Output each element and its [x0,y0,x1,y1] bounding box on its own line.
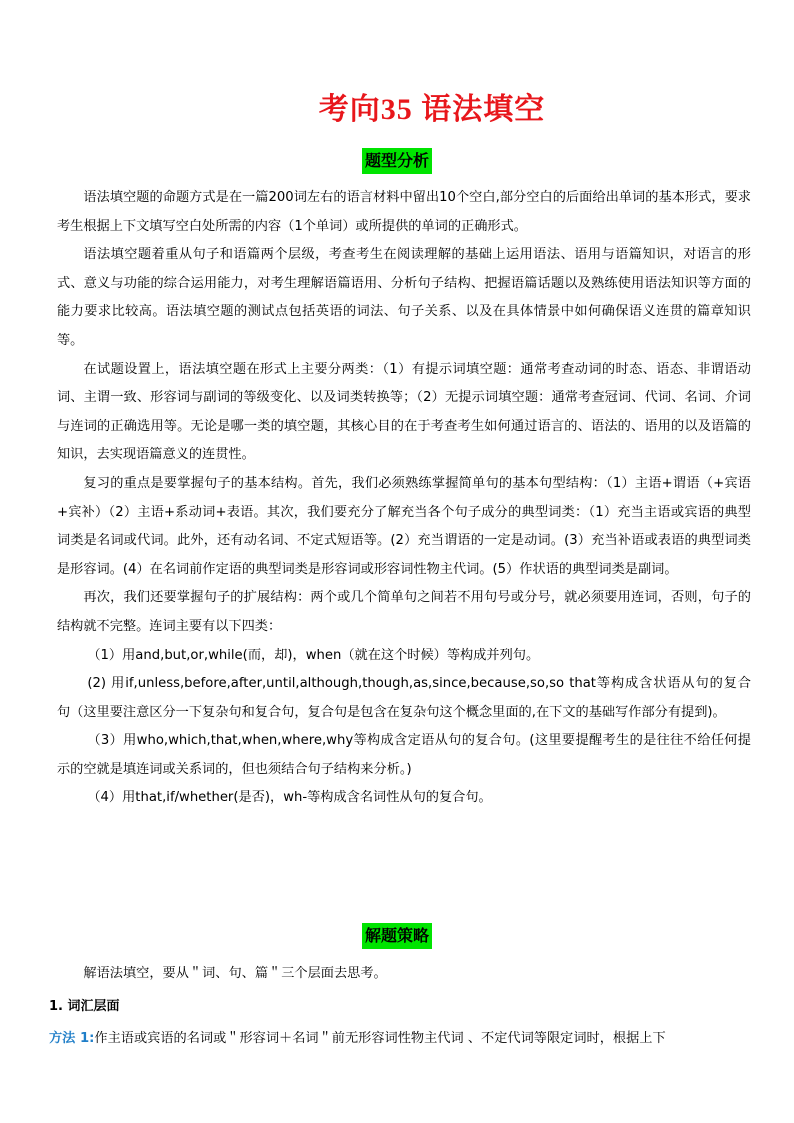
list-item-2: (2) 用if,unless,before,after,until,although,though,as,since,because,so,so that等构成含状语从句的复合句（这里要注意区分一下复杂句和复合句，复合句是包含在复杂句这个概念里面的,在下文的基础写作部分有提到)。 [57,676,751,720]
paragraph-3: 在试题设置上，语法填空题在形式上主要分两类：（1）有提示词填空题：通常考查动词的时态、语态、非谓语动词、主谓一致、形容词与副词的等级变化、以及词类转换等；（2）无提示词填空题：通常考查冠词、代词、名词、介词与连词的正确选用等。无论是哪一类的填空题，其核心目的在于考查考生如何通过语言的、语法的、语用的以及语篇的知识，去实现语篇意义的连贯性。 [57,361,751,463]
list-item-3: （3）用who,which,that,when,where,why等构成含定语从句的复合句。(这里要提醒考生的是往往不给任何提示的空就是填连词或关系词的，但也须结合句子结构来分析。) [57,733,751,777]
method-1-label: 方法 1: [49,1031,95,1046]
list-item-4: （4）用that,if/whether(是否)，wh-等构成含名词性从句的复合句。 [87,790,492,806]
section-badge-strategy: 解题策略 [362,923,432,949]
analysis-body [57,184,751,813]
list-item-1: （1）用and,but,or,while(而，却)，when（就在这个时候）等构成并列句。 [87,647,540,663]
paragraph-5: 再次，我们还要掌握句子的扩展结构：两个或几个简单句之间若不用句号或分号，就必须要用连词，否则，句子的结构就不完整。连词主要有以下四类： [57,590,751,634]
section-badge-wrap-strategy [0,923,794,949]
page-title: 考向35 语法填空 [318,93,546,126]
paragraph-1: 语法填空题的命题方式是在一篇200词左右的语言材料中留出10个空白,部分空白的后面给出单词的基本形式，要求考生根据上下文填写空白处所需的内容（1个单词）或所提供的单词的正确形式。 [57,190,751,234]
strategy-intro: 解语法填空，要从＂词、句、篇＂三个层面去思考。 [83,966,387,981]
section-badge-wrap-analysis [0,148,794,174]
section-badge-analysis: 题型分析 [362,148,432,174]
paragraph-2: 语法填空题着重从句子和语篇两个层级，考查考生在阅读理解的基础上运用语法、语用与语篇知识，对语言的形式、意义与功能的综合运用能力，对考生理解语篇语用、分析句子结构、把握语篇话题以及熟练使用语法知识等方面的能力要求比较高。语法填空题的测试点包括英语的词法、句子关系、以及在具体情景中如何确保语义连贯的篇章知识等。 [57,247,751,348]
method-1 [49,1027,759,1046]
paragraph-4: 复习的重点是要掌握句子的基本结构。首先，我们必须熟练掌握简单句的基本句型结构：（1）主语+谓语（+宾语+宾补）（2）主语+系动词+表语。其次，我们要充分了解充当各个句子成分的典型词类：（1）充当主语或宾语的典型词类是名词或代词。此外，还有动名词、不定式短语等。(2）充当谓语的一定是动词。(3）充当补语或表语的典型词类是形容词。(4）在名词前作定语的典型词类是形容词或形容词性物主代词。(5）作状语的典型词类是副词。 [57,475,751,577]
vocabulary-heading: 1. 词汇层面 [49,999,120,1014]
method-1-text: 作主语或宾语的名词或＂形容词＋名词＂前无形容词性物主代词 、不定代词等限定词时，根据上下 [94,1031,666,1046]
